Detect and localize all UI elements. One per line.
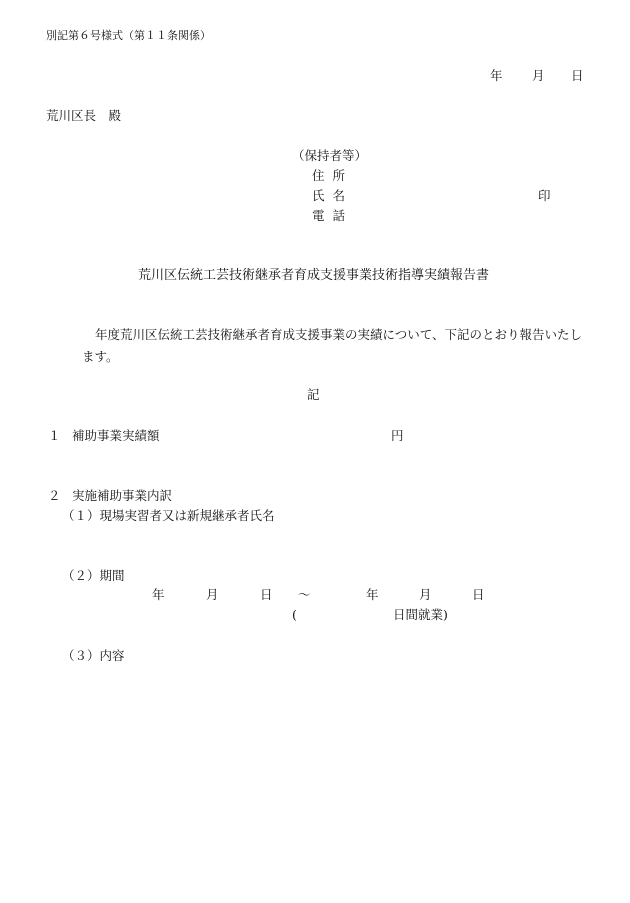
body-text: 年度荒川区伝統工芸技術継承者育成支援事業の実績について、下記のとおり報告いたします。 — [82, 327, 583, 364]
document-title: 荒川区伝統工芸技術継承者育成支援事業技術指導実績報告書 — [138, 268, 490, 283]
period-end-year: 年 — [366, 587, 379, 602]
address-label: 住所 — [312, 168, 354, 183]
period-days-employed: 日間就業) — [393, 607, 448, 622]
item2-label: 実施補助事業内訳 — [72, 488, 173, 503]
period-start-day: 日 — [260, 587, 273, 602]
date-day: 日 — [571, 68, 584, 83]
item2-number: ２ — [48, 488, 61, 503]
item1-number: １ — [48, 428, 61, 443]
period-end-month: 月 — [419, 587, 432, 602]
seal-label: 印 — [538, 188, 551, 203]
sub-item-content: （３）内容 — [62, 648, 125, 663]
phone-label: 電話 — [312, 208, 354, 223]
date-year: 年 — [490, 68, 503, 83]
sub-item-period: （２）期間 — [62, 568, 125, 583]
period-end-day: 日 — [472, 587, 485, 602]
date-month: 月 — [532, 68, 545, 83]
holder-heading: （保持者等） — [292, 148, 368, 163]
name-label: 氏名 — [312, 188, 354, 203]
ki-heading: 記 — [307, 387, 320, 402]
sub-item-trainee-name: （１）現場実習者又は新規継承者氏名 — [62, 508, 275, 523]
period-paren-open: ( — [292, 607, 297, 622]
addressee: 荒川区長 殿 — [46, 108, 122, 123]
period-tilde: ～ — [298, 587, 311, 602]
period-start-year: 年 — [152, 587, 165, 602]
item1-label: 補助事業実績額 — [72, 428, 160, 443]
form-number: 別記第６号様式（第１１条関係） — [46, 29, 211, 42]
item1-yen: 円 — [391, 428, 404, 443]
period-start-month: 月 — [206, 587, 219, 602]
